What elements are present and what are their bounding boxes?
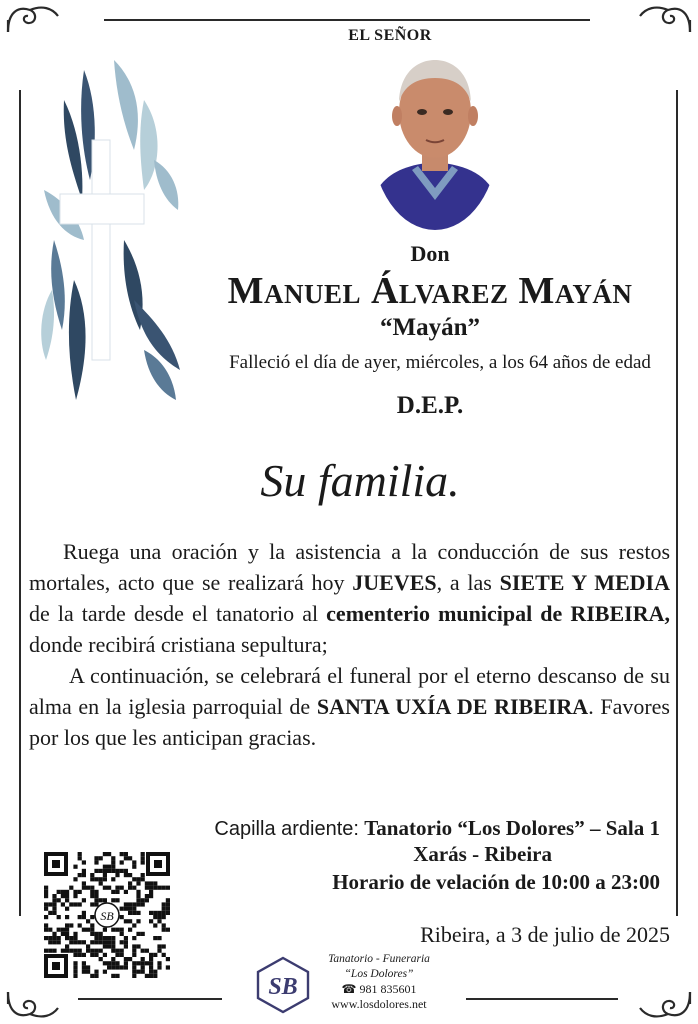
frame-bottom-line-left — [78, 998, 222, 1000]
funeral-home-name: “Los Dolores” — [344, 968, 414, 980]
death-notice: Falleció el día de ayer, miércoles, a los 64 años de edad — [229, 352, 651, 373]
honorific: Don — [410, 241, 450, 266]
corner-ornament-bottom-left — [4, 988, 60, 1022]
frame-top-line — [104, 19, 590, 21]
chapel-venue: Tanatorio “Los Dolores” – Sala 1 — [364, 816, 660, 840]
body-paragraph-1: Ruega una oración y la asistencia a la conducción de sus restos mortales, acto que se realizará hoy JUEVES, a las SIETE Y MEDIA de la tarde desde el tanatorio al cementerio municipal de RIBEIRA, donde recibirá cristiana sepultura; — [29, 539, 670, 657]
cross-with-leaves-illustration — [24, 40, 184, 420]
funeral-home-phone: ☎ 981 835601 — [341, 982, 417, 996]
body-paragraph-2: A continuación, se celebrará el funeral por el eterno descanso de su alma en la iglesia parroquial de SANTA UXÍA DE RIBEIRA. Favores por los que les anticipan gracias. — [29, 663, 670, 750]
nickname: “Mayán” — [380, 314, 480, 341]
corner-ornament-top-right — [638, 2, 694, 36]
el-senor-heading: EL SEÑOR — [348, 27, 432, 44]
qr-code[interactable] — [44, 852, 170, 978]
frame-left-line — [19, 90, 21, 916]
deceased-name: Manuel Álvarez Mayán — [227, 270, 633, 312]
funeral-home-logo — [256, 956, 310, 1014]
chapel-place: Xarás - Ribeira — [413, 842, 552, 866]
corner-ornament-top-left — [4, 2, 60, 36]
funeral-home-info — [256, 952, 456, 1018]
leaves-decoration — [41, 60, 180, 400]
svg-text:SB: SB — [100, 909, 114, 923]
dep-abbreviation: D.E.P. — [396, 392, 464, 419]
chapel-label: Capilla ardiente: — [214, 818, 359, 840]
portrait-photo — [372, 50, 498, 230]
frame-right-line — [676, 90, 678, 916]
date-line: Ribeira, a 3 de julio de 2025 — [420, 922, 670, 947]
frame-bottom-line-right — [466, 998, 618, 1000]
funeral-home-website[interactable]: www.losdolores.net — [331, 997, 427, 1011]
family-heading: Su familia. — [260, 455, 460, 506]
funeral-home-type: Tanatorio - Funeraria — [328, 953, 430, 965]
obituary-body — [29, 536, 670, 753]
visiting-hours: Horario de velación de 10:00 a 23:00 — [332, 870, 660, 894]
corner-ornament-bottom-right — [638, 988, 694, 1022]
svg-text:SB: SB — [268, 974, 298, 1000]
chapel-line — [100, 814, 660, 843]
